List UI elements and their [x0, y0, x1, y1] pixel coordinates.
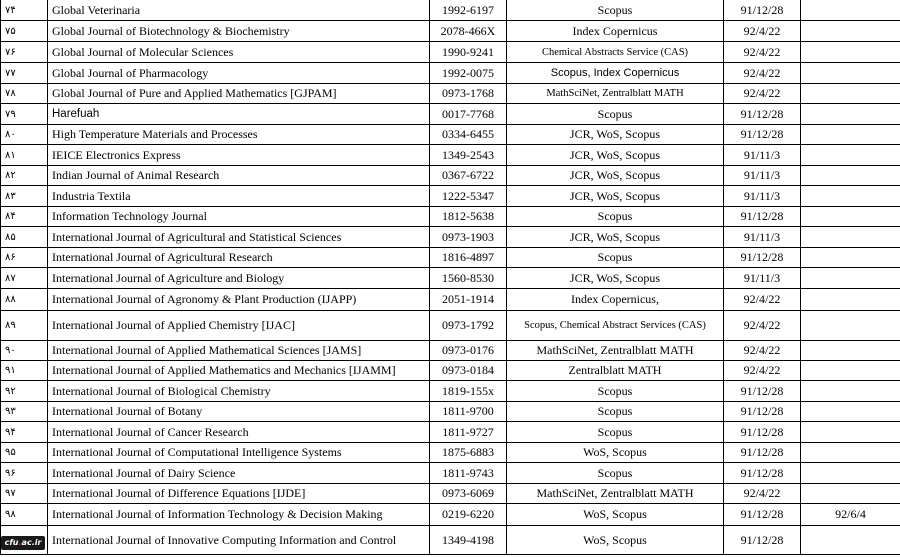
cell-row-number: ۸۰: [1, 125, 48, 145]
cell-date: 92/4/22: [724, 63, 801, 84]
table-row: [1, 186, 900, 207]
cell-issn: 2051-1914: [430, 289, 507, 311]
cell-note: [801, 289, 900, 311]
cell-issn: 2078-466X: [430, 21, 507, 42]
cell-row-number: ۸۸: [1, 289, 48, 311]
cell-indexing: Chemical Abstracts Service (CAS): [507, 42, 724, 63]
cell-date: 91/12/28: [724, 504, 801, 526]
cell-note: [801, 21, 900, 42]
cell-issn: 1811-9743: [430, 463, 507, 484]
cell-issn: 0973-1768: [430, 84, 507, 104]
cell-row-number: ۸۶: [1, 248, 48, 268]
cell-journal-title: Industria Textila: [48, 186, 430, 207]
cell-note: [801, 381, 900, 402]
cell-journal-title: International Journal of Applied Mathematical Sciences [JAMS]: [48, 341, 430, 361]
cell-indexing: JCR, WoS, Scopus: [507, 227, 724, 248]
cell-indexing: Scopus: [507, 463, 724, 484]
cell-journal-title: Indian Journal of Animal Research: [48, 166, 430, 186]
cell-note: [801, 463, 900, 484]
cell-issn: 1349-4198: [430, 526, 507, 555]
cell-row-number: ۹۲: [1, 381, 48, 402]
cell-note: [801, 84, 900, 104]
cell-indexing: Scopus: [507, 104, 724, 125]
cell-journal-title: International Journal of Innovative Computing Information and Control: [48, 526, 430, 555]
cell-row-number: ۷۶: [1, 42, 48, 63]
cell-indexing: MathSciNet, Zentralblatt MATH: [507, 84, 724, 104]
cell-journal-title: Global Journal of Pure and Applied Mathematics [GJPAM]: [48, 84, 430, 104]
cell-indexing: Index Copernicus: [507, 21, 724, 42]
cell-indexing: Scopus, Chemical Abstract Services (CAS): [507, 311, 724, 341]
cell-indexing: Index Copernicus,: [507, 289, 724, 311]
table-row: [1, 311, 900, 341]
cell-issn: 0334-6455: [430, 125, 507, 145]
cell-date: 92/4/22: [724, 341, 801, 361]
cell-row-number: ۹۸: [1, 504, 48, 526]
cell-issn: 1992-0075: [430, 63, 507, 84]
cell-indexing: Scopus: [507, 0, 724, 21]
cell-note: [801, 484, 900, 504]
cell-date: 92/4/22: [724, 21, 801, 42]
cell-indexing: MathSciNet, Zentralblatt MATH: [507, 341, 724, 361]
table-row: [1, 104, 900, 125]
cell-journal-title: International Journal of Botany: [48, 402, 430, 422]
table-row: [1, 63, 900, 84]
cell-issn: 1816-4897: [430, 248, 507, 268]
cell-journal-title: Information Technology Journal: [48, 207, 430, 227]
cell-issn: 0973-6069: [430, 484, 507, 504]
cell-issn: 1222-5347: [430, 186, 507, 207]
cell-note: [801, 311, 900, 341]
cell-date: 92/4/22: [724, 361, 801, 381]
cell-indexing: Scopus: [507, 248, 724, 268]
cell-row-number: ۹۶: [1, 463, 48, 484]
logo-dot: .: [18, 538, 22, 547]
cell-note: [801, 526, 900, 555]
table-row: [1, 526, 900, 555]
table-row: [1, 84, 900, 104]
cell-issn: 1990-9241: [430, 42, 507, 63]
table-row: [1, 21, 900, 42]
cell-journal-title: International Journal of Dairy Science: [48, 463, 430, 484]
cell-indexing: JCR, WoS, Scopus: [507, 186, 724, 207]
cell-date: 91/12/28: [724, 422, 801, 443]
cell-indexing: Scopus: [507, 422, 724, 443]
cell-row-number: ۸۴: [1, 207, 48, 227]
cell-date: 91/11/3: [724, 227, 801, 248]
cell-issn: 1819-155x: [430, 381, 507, 402]
cell-indexing: JCR, WoS, Scopus: [507, 125, 724, 145]
table-row: [1, 125, 900, 145]
logo-text-left: cfu: [4, 538, 19, 547]
cell-note: [801, 207, 900, 227]
cell-date: 91/12/28: [724, 402, 801, 422]
cell-note: [801, 63, 900, 84]
cell-issn: 0973-0184: [430, 361, 507, 381]
cell-note: [801, 186, 900, 207]
cell-note: [801, 268, 900, 289]
table-row: [1, 504, 900, 526]
table-row: [1, 463, 900, 484]
cell-row-number: ۹۱: [1, 361, 48, 381]
cell-journal-title: High Temperature Materials and Processes: [48, 125, 430, 145]
cell-date: 91/12/28: [724, 207, 801, 227]
cell-journal-title: Harefuah: [48, 104, 430, 125]
cell-issn: 0367-6722: [430, 166, 507, 186]
cell-date: 92/4/22: [724, 42, 801, 63]
cell-row-number: ۷۴: [1, 0, 48, 21]
cell-row-number: ۷۹: [1, 104, 48, 125]
cell-note: [801, 0, 900, 21]
table-row: [1, 402, 900, 422]
cell-issn: 1812-5638: [430, 207, 507, 227]
cell-issn: 0973-0176: [430, 341, 507, 361]
cell-indexing: MathSciNet, Zentralblatt MATH: [507, 484, 724, 504]
cell-date: 91/11/3: [724, 186, 801, 207]
cell-indexing: JCR, WoS, Scopus: [507, 268, 724, 289]
cell-date: 91/11/3: [724, 166, 801, 186]
cell-row-number: ۹۴: [1, 422, 48, 443]
cell-journal-title: International Journal of Applied Mathematics and Mechanics [IJAMM]: [48, 361, 430, 381]
cell-journal-title: Global Veterinaria: [48, 0, 430, 21]
cell-row-number: ۷۸: [1, 84, 48, 104]
table-row: [1, 248, 900, 268]
cell-note: 92/6/4: [801, 504, 900, 526]
cell-date: 91/12/28: [724, 381, 801, 402]
cell-note: [801, 227, 900, 248]
cell-note: [801, 104, 900, 125]
cell-issn: 1992-6197: [430, 0, 507, 21]
cell-indexing: JCR, WoS, Scopus: [507, 166, 724, 186]
cell-note: [801, 361, 900, 381]
journal-table-body: [1, 0, 900, 555]
cell-row-number: ۸۲: [1, 166, 48, 186]
cell-date: 91/12/28: [724, 104, 801, 125]
cell-note: [801, 145, 900, 166]
cell-indexing: Scopus: [507, 381, 724, 402]
table-row: [1, 42, 900, 63]
cell-row-number: ۹۰: [1, 341, 48, 361]
cell-issn: 1875-6883: [430, 443, 507, 463]
cell-note: [801, 125, 900, 145]
cell-issn: 1349-2543: [430, 145, 507, 166]
table-row: [1, 381, 900, 402]
cell-indexing: Scopus, Index Copernicus: [507, 63, 724, 84]
cell-issn: 0017-7768: [430, 104, 507, 125]
cell-journal-title: International Journal of Agricultural Research: [48, 248, 430, 268]
table-row: [1, 227, 900, 248]
cell-note: [801, 166, 900, 186]
cell-date: 92/4/22: [724, 484, 801, 504]
table-row: [1, 361, 900, 381]
cell-date: 91/12/28: [724, 0, 801, 21]
cell-journal-title: IEICE Electronics Express: [48, 145, 430, 166]
cell-row-number: ۹۷: [1, 484, 48, 504]
table-row: [1, 207, 900, 227]
table-row: [1, 289, 900, 311]
cell-note: [801, 443, 900, 463]
cell-issn: 0219-6220: [430, 504, 507, 526]
cell-indexing: WoS, Scopus: [507, 504, 724, 526]
cell-row-number: ۸۷: [1, 268, 48, 289]
cell-journal-title: International Journal of Computational Intelligence Systems: [48, 443, 430, 463]
table-row: [1, 443, 900, 463]
cell-row-number: ۹۵: [1, 443, 48, 463]
cell-date: 91/12/28: [724, 463, 801, 484]
cell-journal-title: International Journal of Biological Chemistry: [48, 381, 430, 402]
table-row: [1, 341, 900, 361]
cell-date: 91/12/28: [724, 443, 801, 463]
cell-note: [801, 341, 900, 361]
table-row: [1, 422, 900, 443]
cell-date: 91/11/3: [724, 268, 801, 289]
cell-note: [801, 42, 900, 63]
cell-issn: 1811-9700: [430, 402, 507, 422]
cell-row-number: ۸۳: [1, 186, 48, 207]
cell-row-number: ۸۹: [1, 311, 48, 341]
cell-indexing: JCR, WoS, Scopus: [507, 145, 724, 166]
cell-issn: 0973-1792: [430, 311, 507, 341]
table-row: [1, 0, 900, 21]
cell-journal-title: International Journal of Cancer Research: [48, 422, 430, 443]
cell-journal-title: International Journal of Difference Equations [IJDE]: [48, 484, 430, 504]
cell-row-number: ۸۱: [1, 145, 48, 166]
cell-row-number: ۷۵: [1, 21, 48, 42]
cell-date: 92/4/22: [724, 84, 801, 104]
cell-date: 91/11/3: [724, 145, 801, 166]
cell-journal-title: Global Journal of Molecular Sciences: [48, 42, 430, 63]
cell-issn: 0973-1903: [430, 227, 507, 248]
table-row: [1, 484, 900, 504]
cell-row-number: ۹۳: [1, 402, 48, 422]
cell-journal-title: International Journal of Agronomy & Plant Production (IJAPP): [48, 289, 430, 311]
cell-issn: 1811-9727: [430, 422, 507, 443]
cell-note: [801, 422, 900, 443]
cell-row-number: ۷۷: [1, 63, 48, 84]
cell-date: 91/12/28: [724, 248, 801, 268]
cell-journal-title: International Journal of Agriculture and Biology: [48, 268, 430, 289]
cell-indexing: WoS, Scopus: [507, 443, 724, 463]
table-row: [1, 268, 900, 289]
cell-indexing: WoS, Scopus: [507, 526, 724, 555]
cfu-logo: [1, 536, 45, 550]
cell-note: [801, 402, 900, 422]
cell-row-number: ۸۵: [1, 227, 48, 248]
cell-issn: 1560-8530: [430, 268, 507, 289]
logo-text-right: ac.ir: [21, 538, 42, 547]
cell-journal-title: Global Journal of Biotechnology & Biochemistry: [48, 21, 430, 42]
cell-indexing: Scopus: [507, 402, 724, 422]
cell-journal-title: International Journal of Agricultural and Statistical Sciences: [48, 227, 430, 248]
cell-date: 91/12/28: [724, 125, 801, 145]
cell-date: 92/4/22: [724, 311, 801, 341]
cell-journal-title: International Journal of Information Technology & Decision Making: [48, 504, 430, 526]
cell-journal-title: Global Journal of Pharmacology: [48, 63, 430, 84]
cell-indexing: Zentralblatt MATH: [507, 361, 724, 381]
cell-note: [801, 248, 900, 268]
cell-indexing: Scopus: [507, 207, 724, 227]
table-row: [1, 166, 900, 186]
cell-date: 92/4/22: [724, 289, 801, 311]
cell-journal-title: International Journal of Applied Chemistry [IJAC]: [48, 311, 430, 341]
cell-date: 91/12/28: [724, 526, 801, 555]
table-row: [1, 145, 900, 166]
